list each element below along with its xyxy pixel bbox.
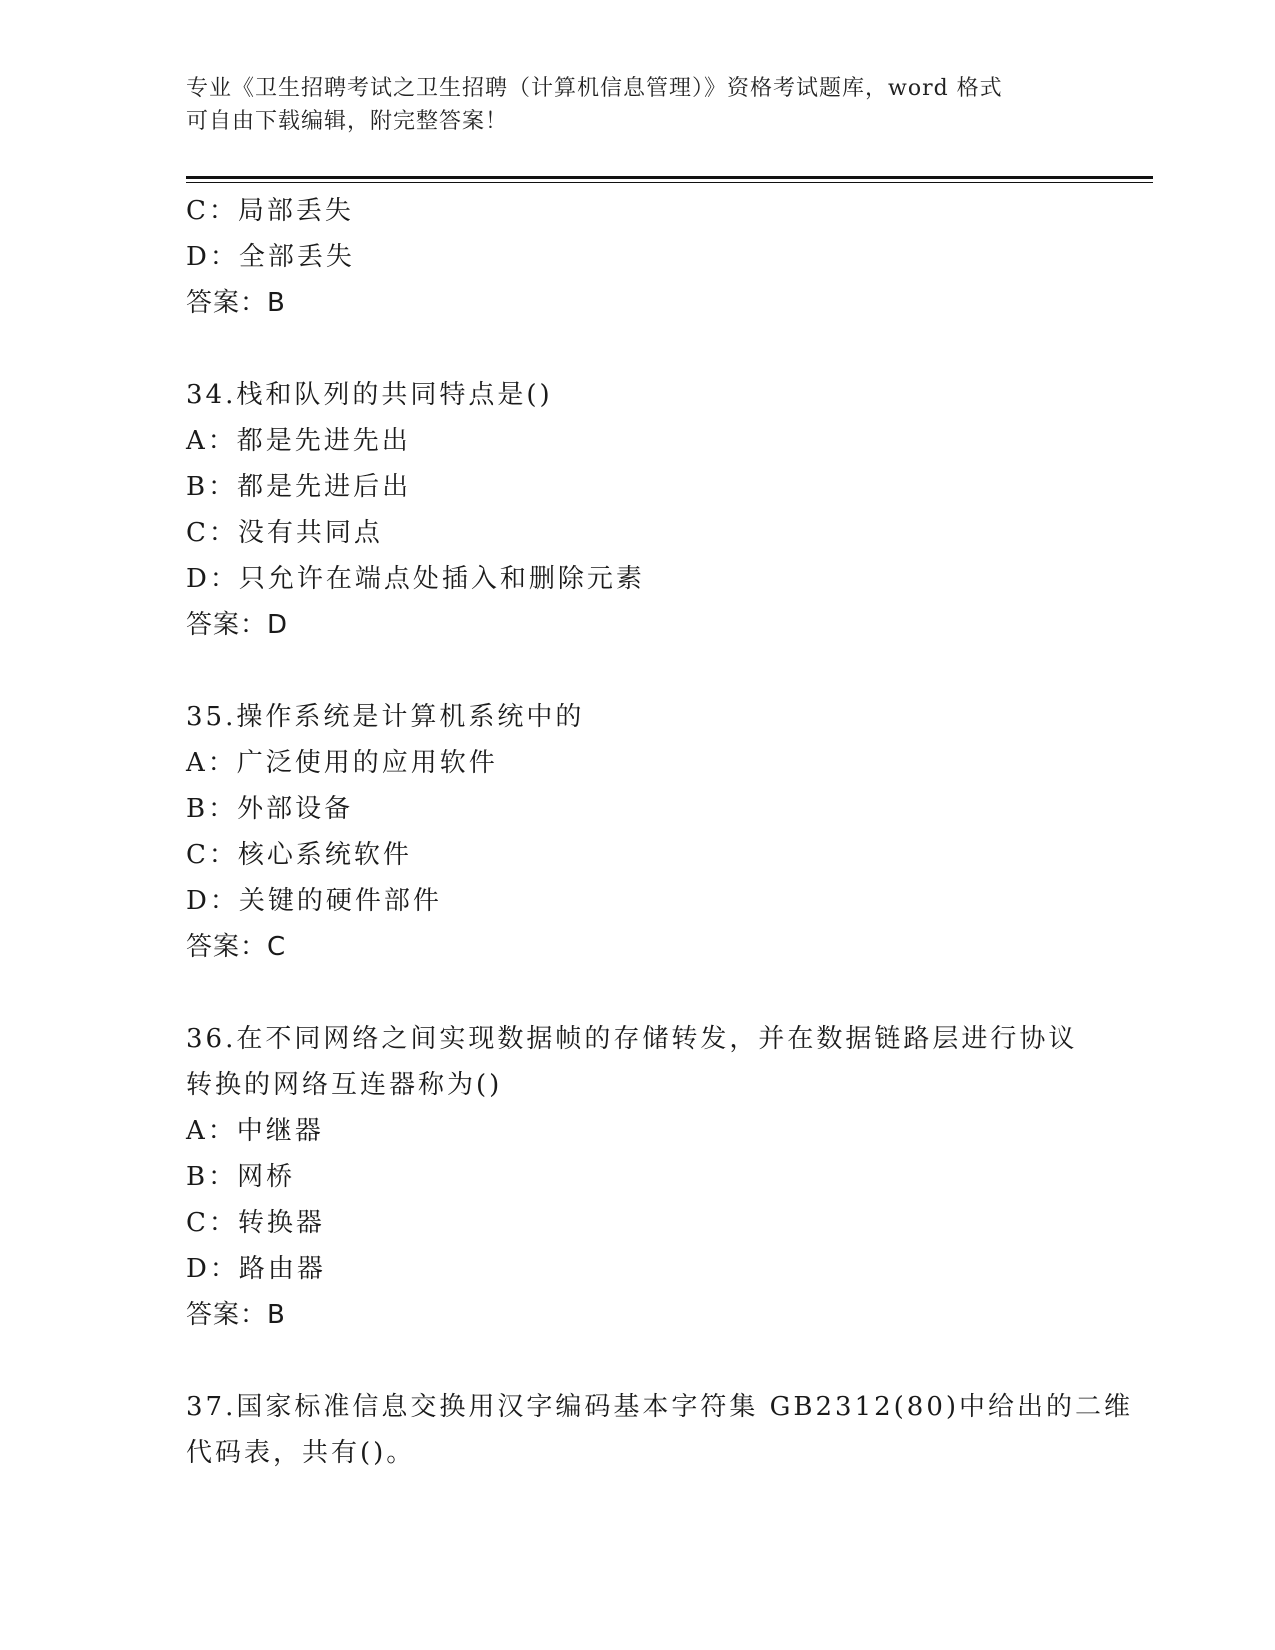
answer-line: 答案：B xyxy=(186,1300,286,1330)
option-c: C：局部丢失 xyxy=(186,196,354,226)
question-text: 35.操作系统是计算机系统中的 xyxy=(186,702,585,732)
question-text-line-1: 37.国家标准信息交换用汉字编码基本字符集 GB2312(80)中给出的二维 xyxy=(186,1392,1134,1422)
question-text-line-1: 36.在不同网络之间实现数据帧的存储转发，并在数据链路层进行协议 xyxy=(186,1024,1078,1054)
option-b: B：网桥 xyxy=(186,1162,296,1192)
option-b: B：外部设备 xyxy=(186,794,354,824)
option-d: D：路由器 xyxy=(186,1254,326,1284)
question-text-line-2: 代码表，共有()。 xyxy=(186,1438,416,1468)
option-a: A：都是先进先出 xyxy=(186,426,411,456)
header-rule-thick xyxy=(186,176,1153,179)
header-line-1: 专业《卫生招聘考试之卫生招聘（计算机信息管理）》资格考试题库，word 格式 xyxy=(186,76,1003,101)
document-body xyxy=(186,188,1134,1476)
option-c: C：没有共同点 xyxy=(186,518,383,548)
header-line-2: 可自由下载编辑，附完整答案！ xyxy=(186,109,509,134)
question-text: 34.栈和队列的共同特点是() xyxy=(186,380,553,410)
header-rule-thin xyxy=(186,182,1153,183)
answer-line: 答案：C xyxy=(186,932,287,962)
option-d: D：只允许在端点处插入和删除元素 xyxy=(186,564,645,594)
option-a: A：广泛使用的应用软件 xyxy=(186,748,498,778)
question-text-line-2: 转换的网络互连器称为() xyxy=(186,1070,503,1100)
option-b: B：都是先进后出 xyxy=(186,472,412,502)
document-header xyxy=(186,72,1066,138)
answer-line: 答案：D xyxy=(186,610,289,640)
option-c: C：转换器 xyxy=(186,1208,325,1238)
option-a: A：中继器 xyxy=(186,1116,324,1146)
option-d: D：关键的硬件部件 xyxy=(186,886,442,916)
option-c: C：核心系统软件 xyxy=(186,840,412,870)
answer-line: 答案：B xyxy=(186,288,286,318)
option-d: D：全部丢失 xyxy=(186,242,355,272)
